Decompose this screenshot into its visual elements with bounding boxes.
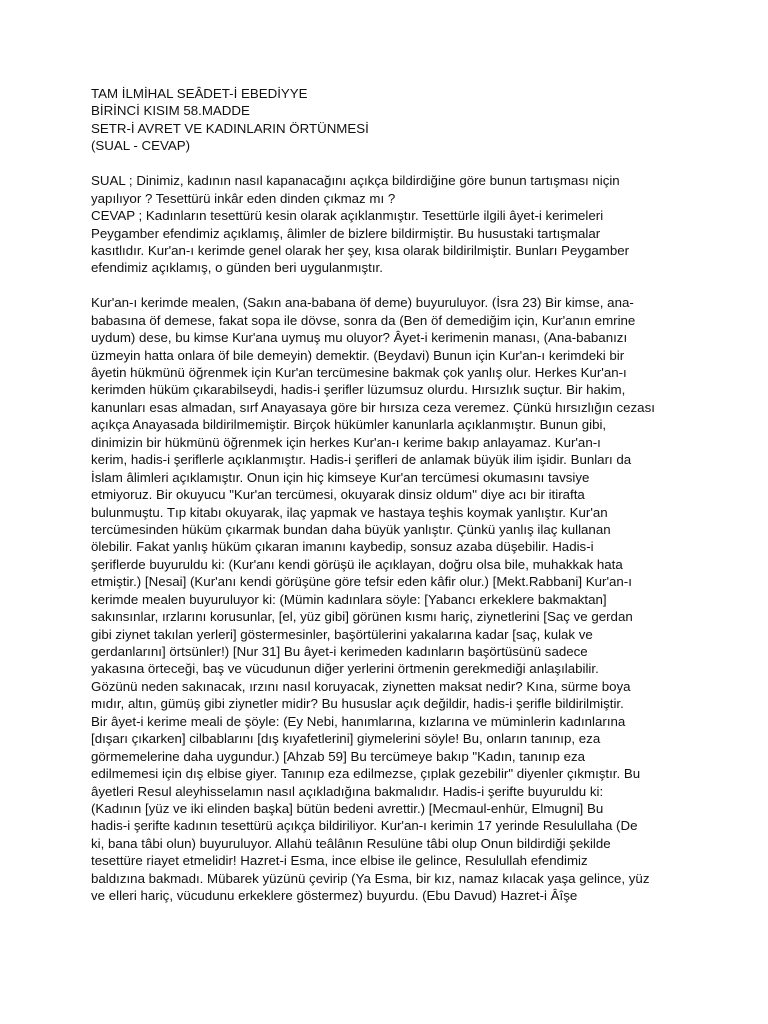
text-line: Bir âyet-i kerime meali de şöyle: (Ey Nebi, hanımlarına, kızlarına ve müminlerin kadınlarına — [91, 713, 626, 729]
text-line: açıkça Anayasada bildirilmemiştir. Birçok hükümler kanunlarla açıklanmıştır. Bunun gibi, — [91, 417, 607, 433]
document-header — [91, 85, 683, 155]
text-line: uydum) dese, bu kimse Kur'ana uymuş mu oluyor? Âyet-i kerimenin manası, (Ana-babanızı — [91, 330, 628, 346]
text-line: kanunları esas almadan, sırf Anayasaya göre bir hırsıza ceza veremez. Çünkü hırsızlığın cezası — [91, 399, 655, 415]
text-line: kerimden hüküm çıkarabilseydi, hadis-i şerifler lüzumsuz olurdu. Hırsızlık suçtur. Bir hakim, — [91, 382, 626, 398]
document-page — [91, 85, 683, 905]
text-line: CEVAP ; Kadınların tesettürü kesin olarak açıklanmıştır. Tesettürle ilgili âyet-i kerimeleri — [91, 208, 604, 224]
text-line: tercümesinden hüküm çıkarmak bundan daha büyük yanlıştır. Çünkü yanlış ilaç kullanan — [91, 521, 611, 537]
paragraph-gap — [91, 155, 683, 172]
text-line: sakınsınlar, ırzlarını korusunlar, [el, yüz gibi] görünen kısmı hariç, ziynetlerini [Saç ve gerdan — [91, 609, 633, 625]
text-line: âyetin hükmünü öğrenmek için Kur'an tercümesine bakmak çok yanlış olur. Herkes Kur'an-ı — [91, 365, 627, 380]
text-line: baldızına bakmadı. Mübarek yüzünü çevirip (Ya Esma, bir kız, namaz kılacak yaşa gelince, yüz — [91, 870, 650, 886]
text-line: etmiyoruz. Bir okuyucu "Kur'an tercümesi, okuyarak dinsiz oldum" diye acı bir itirafta — [91, 487, 585, 503]
text-line: ki, bana tâbi olun) buyuruluyor. Allahü teâlânın Resulüne tâbi olup Onun bildirdiği şekilde — [91, 835, 611, 851]
text-line: bulunmuştu. Tıp kitabı okuyarak, ilaç yapmak ve hastaya teşhis koymak yanlıştır. Kur'an — [91, 504, 608, 520]
text-line: ve elleri hariç, vücudunu erkeklere göstermez) buyurdu. (Ebu Davud) Hazret-i Âîşe — [91, 888, 578, 904]
text-line: yapılıyor ? Tesettürü inkâr eden dinden çıkmaz mı ? — [91, 190, 396, 206]
text-line: Peygamber efendimiz açıklamış, âlimler de bizlere bildirmiştir. Bu husustaki tartışmalar — [91, 225, 601, 241]
question-answer-paragraph — [91, 172, 683, 277]
text-line: âyetleri Resul aleyhisselamın nasıl açıkladığına bakmalıdır. Hadis-i şerifte buyuruldu ki: — [91, 783, 604, 799]
text-line: görmemelerine daha uygundur.) [Ahzab 59] Bu tercümeye bakıp "Kadın, tanınıp eza — [91, 748, 586, 764]
header-line: TAM İLMİHAL SEÂDET-İ EBEDİYYE — [91, 86, 308, 101]
text-line: İslam âlimleri açıklamıştır. Onun için hiç kimseye Kur'an tercümesi okumasını tavsiye — [91, 469, 590, 485]
text-line: kerim, hadis-i şeriflerle açıklanmıştır. Hadis-i şerifleri de anlamak büyük ilim işidir. Bunları da — [91, 452, 632, 468]
text-line: babasına öf demese, fakat sopa ile dövse, sonra da (Ben öf demediğim için, Kur'anın emrine — [91, 312, 636, 328]
text-line: kasıtlıdır. Kur'an-ı kerimde genel olarak her şey, kısa olarak bildirilmiştir. Bunları Peygamber — [91, 242, 630, 258]
text-line: edilmemesi için dış elbise giyer. Tanınıp eza edilmezse, çıplak gezebilir" diyenler çıkmıştır. Bu — [91, 766, 641, 782]
text-line: gerdanlarını] örtsünler!) [Nur 31] Bu âyet-i kerimeden kadınların başörtüsünü sadece — [91, 644, 588, 659]
text-line: kerimde mealen buyuruluyor ki: (Mümin kadınlara söyle: [Yabancı erkeklere bakmaktan] — [91, 591, 607, 607]
text-line: efendimiz açıklamış, o günden beri uygulanmıştır. — [91, 260, 383, 276]
body-paragraph — [91, 294, 683, 904]
text-line: SUAL ; Dinimiz, kadının nasıl kapanacağını açıkça bildirdiğine göre bunun tartışması niçin — [91, 173, 620, 189]
text-line: şeriflerde buyuruldu ki: (Kur'anı kendi görüşü ile açıklayan, doğru olsa bile, muhakkak hata — [91, 556, 623, 572]
paragraph-gap — [91, 277, 683, 294]
text-line: ölebilir. Fakat yanlış hüküm çıkaran imanını kaybedip, sonsuz azaba düşebilir. Hadis-i — [91, 539, 594, 555]
header-line: (SUAL - CEVAP) — [91, 138, 191, 154]
text-line: hadis-i şerifte kadının tesettürü açıkça bildiriliyor. Kur'an-ı kerimin 17 yerinde Resulullaha (De — [91, 818, 638, 834]
text-line: tesettüre riayet etmelidir! Hazret-i Esma, ince elbise ile gelince, Resulullah efendimiz — [91, 853, 588, 869]
header-line: SETR-İ AVRET VE KADINLARIN ÖRTÜNMESİ — [91, 120, 369, 136]
header-line: BİRİNCİ KISIM 58.MADDE — [91, 103, 250, 119]
text-line: mıdır, altın, gümüş gibi ziynetler midir? Bu hususlar açık değildir, hadis-i şerifle bildirilmiştir. — [91, 696, 624, 712]
text-line: [dışarı çıkarken] cilbablarını [dış kıyafetlerini] giymelerini söyle! Bu, onların tanınıp, eza — [91, 731, 601, 747]
text-line: üzmeyin hatta onlara öf bile demeyin) demektir. (Beydavi) Bunun için Kur'an-ı kerimdeki bir — [91, 347, 625, 363]
text-line: yakasına örteceği, baş ve vücudunun diğer yerlerini örtmenin gerekmediği anlaşılabilir. — [91, 661, 599, 677]
text-line: etmiştir.) [Nesai] (Kur'anı kendi görüşüne göre tefsir eden kâfir olur.) [Mekt.Rabbani] Kur'an-ı — [91, 574, 632, 590]
text-line: gibi ziynet takılan yerleri] göstermesinler, başörtülerini yakalarına kadar [saç, kulak ve — [91, 626, 593, 642]
text-line: Kur'an-ı kerimde mealen, (Sakın ana-babana öf deme) buyuruluyor. (İsra 23) Bir kimse, ana- — [91, 295, 634, 311]
text-line: (Kadının [yüz ve iki elinden başka] bütün bedeni avrettir.) [Mecmaul-enhür, Elmugni] Bu — [91, 800, 604, 816]
text-line: dinimizin bir hükmünü öğrenmek için herkes Kur'an-ı kerime bakıp anlayamaz. Kur'an-ı — [91, 434, 601, 450]
text-line: Gözünü neden sakınacak, ırzını nasıl koruyacak, ziynetten maksat nedir? Kına, sürme boya — [91, 678, 631, 694]
